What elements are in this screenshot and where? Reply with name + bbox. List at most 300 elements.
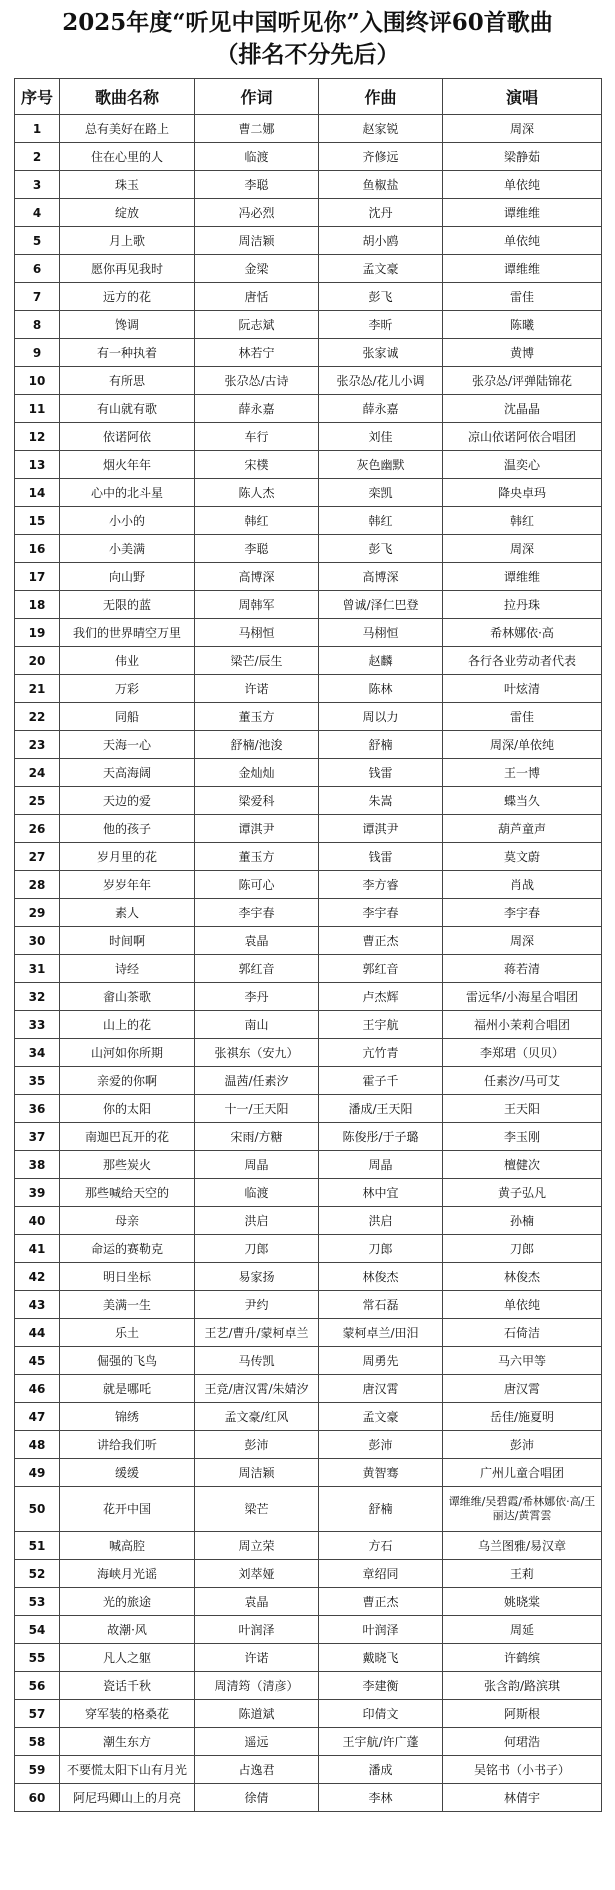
cell-composer: 黄智骞 <box>319 1459 443 1487</box>
header-performer: 演唱 <box>443 79 602 115</box>
table-row <box>15 1560 602 1588</box>
cell-lyricist: 李聪 <box>195 171 319 199</box>
cell-number: 9 <box>15 339 60 367</box>
cell-performer: 檀健次 <box>443 1151 602 1179</box>
cell-song-name: 绽放 <box>60 199 195 227</box>
cell-performer: 肖战 <box>443 871 602 899</box>
cell-performer: 王一博 <box>443 759 602 787</box>
cell-performer: 黄子弘凡 <box>443 1179 602 1207</box>
table-row <box>15 899 602 927</box>
cell-number: 37 <box>15 1123 60 1151</box>
table-row <box>15 927 602 955</box>
cell-performer: 周深/单依纯 <box>443 731 602 759</box>
cell-performer: 周深 <box>443 927 602 955</box>
cell-performer: 黄博 <box>443 339 602 367</box>
table-row <box>15 1672 602 1700</box>
cell-song-name: 你的太阳 <box>60 1095 195 1123</box>
cell-number: 19 <box>15 619 60 647</box>
cell-composer: 李宇春 <box>319 899 443 927</box>
cell-number: 34 <box>15 1039 60 1067</box>
cell-composer: 刘佳 <box>319 423 443 451</box>
cell-composer: 高博深 <box>319 563 443 591</box>
cell-lyricist: 曹二娜 <box>195 115 319 143</box>
table-row <box>15 115 602 143</box>
cell-song-name: 故潮·风 <box>60 1616 195 1644</box>
cell-number: 42 <box>15 1263 60 1291</box>
cell-lyricist: 袁晶 <box>195 1588 319 1616</box>
cell-lyricist: 马传凯 <box>195 1347 319 1375</box>
cell-lyricist: 梁爱科 <box>195 787 319 815</box>
cell-performer: 周深 <box>443 535 602 563</box>
table-row <box>15 1067 602 1095</box>
cell-song-name: 畲山茶歌 <box>60 983 195 1011</box>
table-row <box>15 1235 602 1263</box>
cell-performer: 韩红 <box>443 507 602 535</box>
cell-performer: 蒋若清 <box>443 955 602 983</box>
table-row <box>15 507 602 535</box>
cell-composer: 孟文豪 <box>319 255 443 283</box>
cell-composer: 张家诚 <box>319 339 443 367</box>
cell-lyricist: 梁芒/辰生 <box>195 647 319 675</box>
cell-composer: 陈林 <box>319 675 443 703</box>
cell-composer: 赵家锐 <box>319 115 443 143</box>
cell-composer: 舒楠 <box>319 731 443 759</box>
table-row <box>15 311 602 339</box>
cell-song-name: 山上的花 <box>60 1011 195 1039</box>
cell-performer: 希林娜依·高 <box>443 619 602 647</box>
table-row <box>15 1644 602 1672</box>
table-row <box>15 451 602 479</box>
cell-lyricist: 占逸君 <box>195 1756 319 1784</box>
cell-composer: 彭飞 <box>319 535 443 563</box>
cell-performer: 石倚洁 <box>443 1319 602 1347</box>
cell-composer: 唐汉霄 <box>319 1375 443 1403</box>
cell-lyricist: 温茜/任素汐 <box>195 1067 319 1095</box>
cell-composer: 李方睿 <box>319 871 443 899</box>
cell-number: 2 <box>15 143 60 171</box>
cell-lyricist: 袁晶 <box>195 927 319 955</box>
cell-composer: 鱼椒盐 <box>319 171 443 199</box>
cell-performer: 雷佳 <box>443 703 602 731</box>
cell-lyricist: 韩红 <box>195 507 319 535</box>
cell-lyricist: 周洁颖 <box>195 1459 319 1487</box>
cell-number: 33 <box>15 1011 60 1039</box>
cell-lyricist: 南山 <box>195 1011 319 1039</box>
table-row <box>15 1011 602 1039</box>
table-row <box>15 871 602 899</box>
cell-lyricist: 舒楠/池浚 <box>195 731 319 759</box>
cell-number: 47 <box>15 1403 60 1431</box>
cell-composer: 周以力 <box>319 703 443 731</box>
cell-number: 6 <box>15 255 60 283</box>
table-header-row <box>15 79 602 115</box>
cell-lyricist: 尹约 <box>195 1291 319 1319</box>
cell-song-name: 月上歌 <box>60 227 195 255</box>
cell-lyricist: 张祺东（安九） <box>195 1039 319 1067</box>
cell-performer: 阿斯根 <box>443 1700 602 1728</box>
cell-song-name: 他的孩子 <box>60 815 195 843</box>
cell-performer: 周深 <box>443 115 602 143</box>
cell-performer: 温奕心 <box>443 451 602 479</box>
cell-number: 24 <box>15 759 60 787</box>
cell-number: 17 <box>15 563 60 591</box>
cell-number: 25 <box>15 787 60 815</box>
cell-song-name: 素人 <box>60 899 195 927</box>
cell-song-name: 南迦巴瓦开的花 <box>60 1123 195 1151</box>
cell-performer: 谭维维 <box>443 255 602 283</box>
cell-performer: 王天阳 <box>443 1095 602 1123</box>
cell-song-name: 美满一生 <box>60 1291 195 1319</box>
cell-composer: 周勇先 <box>319 1347 443 1375</box>
cell-number: 48 <box>15 1431 60 1459</box>
cell-number: 15 <box>15 507 60 535</box>
cell-lyricist: 刀郎 <box>195 1235 319 1263</box>
cell-song-name: 就是哪吒 <box>60 1375 195 1403</box>
cell-lyricist: 周立荣 <box>195 1532 319 1560</box>
table-row <box>15 1532 602 1560</box>
cell-number: 54 <box>15 1616 60 1644</box>
table-row <box>15 619 602 647</box>
cell-composer: 陈俊彤/于子璐 <box>319 1123 443 1151</box>
table-row <box>15 1756 602 1784</box>
cell-song-name: 锦绣 <box>60 1403 195 1431</box>
cell-number: 39 <box>15 1179 60 1207</box>
table-row <box>15 1151 602 1179</box>
cell-number: 31 <box>15 955 60 983</box>
table-row <box>15 1487 602 1532</box>
table-row <box>15 199 602 227</box>
cell-song-name: 阿尼玛卿山上的月亮 <box>60 1784 195 1812</box>
cell-performer: 单依纯 <box>443 227 602 255</box>
cell-composer: 卢杰辉 <box>319 983 443 1011</box>
cell-composer: 赵麟 <box>319 647 443 675</box>
table-row <box>15 1728 602 1756</box>
table-body <box>15 115 602 1812</box>
cell-lyricist: 遥远 <box>195 1728 319 1756</box>
cell-song-name: 我们的世界晴空万里 <box>60 619 195 647</box>
cell-song-name: 明日坐标 <box>60 1263 195 1291</box>
cell-performer: 李宇春 <box>443 899 602 927</box>
cell-song-name: 喊高腔 <box>60 1532 195 1560</box>
cell-number: 60 <box>15 1784 60 1812</box>
cell-lyricist: 马栩恒 <box>195 619 319 647</box>
cell-number: 44 <box>15 1319 60 1347</box>
cell-lyricist: 阮志斌 <box>195 311 319 339</box>
cell-number: 5 <box>15 227 60 255</box>
cell-number: 13 <box>15 451 60 479</box>
cell-lyricist: 董玉方 <box>195 703 319 731</box>
cell-performer: 唐汉霄 <box>443 1375 602 1403</box>
cell-lyricist: 十一/王天阳 <box>195 1095 319 1123</box>
table-row <box>15 675 602 703</box>
cell-song-name: 光的旅途 <box>60 1588 195 1616</box>
table-row <box>15 1403 602 1431</box>
cell-number: 20 <box>15 647 60 675</box>
cell-number: 45 <box>15 1347 60 1375</box>
cell-performer: 刀郎 <box>443 1235 602 1263</box>
cell-composer: 彭飞 <box>319 283 443 311</box>
table-row <box>15 955 602 983</box>
cell-lyricist: 金梁 <box>195 255 319 283</box>
cell-song-name: 住在心里的人 <box>60 143 195 171</box>
cell-number: 4 <box>15 199 60 227</box>
cell-composer: 韩红 <box>319 507 443 535</box>
cell-song-name: 天边的爱 <box>60 787 195 815</box>
cell-lyricist: 徐倩 <box>195 1784 319 1812</box>
cell-performer: 各行各业劳动者代表 <box>443 647 602 675</box>
cell-lyricist: 李宇春 <box>195 899 319 927</box>
table-row <box>15 815 602 843</box>
cell-song-name: 天高海阔 <box>60 759 195 787</box>
cell-number: 29 <box>15 899 60 927</box>
cell-song-name: 岁月里的花 <box>60 843 195 871</box>
cell-composer: 方石 <box>319 1532 443 1560</box>
cell-composer: 章绍同 <box>319 1560 443 1588</box>
cell-song-name: 天海一心 <box>60 731 195 759</box>
header-lyricist: 作词 <box>195 79 319 115</box>
cell-lyricist: 王艺/曹升/蒙柯卓兰 <box>195 1319 319 1347</box>
cell-composer: 王宇航/许广蓬 <box>319 1728 443 1756</box>
cell-composer: 灰色幽默 <box>319 451 443 479</box>
table-row <box>15 787 602 815</box>
table-row <box>15 1319 602 1347</box>
cell-number: 27 <box>15 843 60 871</box>
table-row <box>15 1263 602 1291</box>
cell-number: 43 <box>15 1291 60 1319</box>
header-number: 序号 <box>15 79 60 115</box>
cell-number: 7 <box>15 283 60 311</box>
cell-number: 49 <box>15 1459 60 1487</box>
cell-song-name: 岁岁年年 <box>60 871 195 899</box>
table-row <box>15 255 602 283</box>
cell-composer: 洪启 <box>319 1207 443 1235</box>
cell-number: 53 <box>15 1588 60 1616</box>
cell-song-name: 万彩 <box>60 675 195 703</box>
cell-composer: 沈丹 <box>319 199 443 227</box>
table-row <box>15 843 602 871</box>
table-row <box>15 1784 602 1812</box>
cell-lyricist: 许诺 <box>195 1644 319 1672</box>
cell-performer: 何珺浩 <box>443 1728 602 1756</box>
cell-number: 11 <box>15 395 60 423</box>
cell-song-name: 总有美好在路上 <box>60 115 195 143</box>
table-row <box>15 479 602 507</box>
cell-performer: 林倩宇 <box>443 1784 602 1812</box>
cell-song-name: 有山就有歌 <box>60 395 195 423</box>
cell-performer: 凉山依诺阿依合唱团 <box>443 423 602 451</box>
cell-composer: 林中宜 <box>319 1179 443 1207</box>
cell-song-name: 小美满 <box>60 535 195 563</box>
table-row <box>15 983 602 1011</box>
cell-song-name: 珠玉 <box>60 171 195 199</box>
table-row <box>15 1616 602 1644</box>
cell-composer: 薛永嘉 <box>319 395 443 423</box>
cell-performer: 李玉刚 <box>443 1123 602 1151</box>
cell-lyricist: 周晶 <box>195 1151 319 1179</box>
cell-number: 58 <box>15 1728 60 1756</box>
cell-song-name: 同船 <box>60 703 195 731</box>
cell-song-name: 倔强的飞鸟 <box>60 1347 195 1375</box>
cell-composer: 谭淇尹 <box>319 815 443 843</box>
cell-number: 23 <box>15 731 60 759</box>
cell-song-name: 乐土 <box>60 1319 195 1347</box>
cell-number: 30 <box>15 927 60 955</box>
cell-lyricist: 张尕怂/古诗 <box>195 367 319 395</box>
table-row <box>15 1431 602 1459</box>
cell-composer: 叶润泽 <box>319 1616 443 1644</box>
cell-song-name: 花开中国 <box>60 1487 195 1532</box>
cell-lyricist: 董玉方 <box>195 843 319 871</box>
cell-song-name: 缓缓 <box>60 1459 195 1487</box>
cell-composer: 曾诚/泽仁巴登 <box>319 591 443 619</box>
cell-song-name: 无限的蓝 <box>60 591 195 619</box>
cell-song-name: 依诺阿依 <box>60 423 195 451</box>
cell-lyricist: 薛永嘉 <box>195 395 319 423</box>
cell-performer: 张尕怂/评弹陆锦花 <box>443 367 602 395</box>
cell-number: 12 <box>15 423 60 451</box>
cell-composer: 周晶 <box>319 1151 443 1179</box>
cell-performer: 彭沛 <box>443 1431 602 1459</box>
cell-number: 41 <box>15 1235 60 1263</box>
cell-lyricist: 叶润泽 <box>195 1616 319 1644</box>
table-row <box>15 731 602 759</box>
cell-performer: 蝶当久 <box>443 787 602 815</box>
cell-composer: 钱雷 <box>319 843 443 871</box>
cell-song-name: 有一种执着 <box>60 339 195 367</box>
cell-composer: 孟文豪 <box>319 1403 443 1431</box>
cell-lyricist: 李聪 <box>195 535 319 563</box>
cell-performer: 葫芦童声 <box>443 815 602 843</box>
cell-lyricist: 唐恬 <box>195 283 319 311</box>
cell-number: 16 <box>15 535 60 563</box>
page-subtitle: （排名不分先后） <box>215 41 400 68</box>
cell-song-name: 亲爱的你啊 <box>60 1067 195 1095</box>
cell-composer: 印倩文 <box>319 1700 443 1728</box>
table-row <box>15 647 602 675</box>
cell-performer: 广州儿童合唱团 <box>443 1459 602 1487</box>
cell-number: 38 <box>15 1151 60 1179</box>
table-row <box>15 1700 602 1728</box>
table-row <box>15 1291 602 1319</box>
cell-song-name: 瓷话千秋 <box>60 1672 195 1700</box>
table-row <box>15 563 602 591</box>
table-row <box>15 1123 602 1151</box>
table-row <box>15 1347 602 1375</box>
cell-performer: 雷远华/小海星合唱团 <box>443 983 602 1011</box>
cell-song-name: 时间啊 <box>60 927 195 955</box>
cell-number: 21 <box>15 675 60 703</box>
cell-composer: 钱雷 <box>319 759 443 787</box>
cell-lyricist: 易家扬 <box>195 1263 319 1291</box>
cell-composer: 彭沛 <box>319 1431 443 1459</box>
table-row <box>15 395 602 423</box>
cell-composer: 常石磊 <box>319 1291 443 1319</box>
cell-performer: 降央卓玛 <box>443 479 602 507</box>
header-song-name: 歌曲名称 <box>60 79 195 115</box>
table-row <box>15 1039 602 1067</box>
cell-number: 51 <box>15 1532 60 1560</box>
cell-song-name: 穿军装的格桑花 <box>60 1700 195 1728</box>
cell-lyricist: 临渡 <box>195 143 319 171</box>
cell-performer: 吴铭书（小书子） <box>443 1756 602 1784</box>
cell-song-name: 烟火年年 <box>60 451 195 479</box>
cell-composer: 戴晓飞 <box>319 1644 443 1672</box>
cell-performer: 福州小茉莉合唱团 <box>443 1011 602 1039</box>
cell-performer: 陈曦 <box>443 311 602 339</box>
table-row <box>15 227 602 255</box>
cell-performer: 乌兰图雅/易汉章 <box>443 1532 602 1560</box>
cell-number: 18 <box>15 591 60 619</box>
table-row <box>15 1179 602 1207</box>
cell-number: 22 <box>15 703 60 731</box>
cell-composer: 张尕怂/花儿小调 <box>319 367 443 395</box>
cell-number: 26 <box>15 815 60 843</box>
cell-number: 10 <box>15 367 60 395</box>
cell-performer: 周延 <box>443 1616 602 1644</box>
cell-performer: 李郑珺（贝贝） <box>443 1039 602 1067</box>
cell-performer: 孙楠 <box>443 1207 602 1235</box>
cell-song-name: 馋调 <box>60 311 195 339</box>
cell-lyricist: 李丹 <box>195 983 319 1011</box>
cell-lyricist: 冯必烈 <box>195 199 319 227</box>
cell-song-name: 潮生东方 <box>60 1728 195 1756</box>
cell-lyricist: 洪启 <box>195 1207 319 1235</box>
cell-composer: 栾凯 <box>319 479 443 507</box>
cell-lyricist: 孟文豪/红风 <box>195 1403 319 1431</box>
header-composer: 作曲 <box>319 79 443 115</box>
cell-composer: 刀郎 <box>319 1235 443 1263</box>
cell-lyricist: 彭沛 <box>195 1431 319 1459</box>
cell-number: 8 <box>15 311 60 339</box>
table-row <box>15 1459 602 1487</box>
cell-composer: 齐修远 <box>319 143 443 171</box>
cell-composer: 郭红音 <box>319 955 443 983</box>
cell-number: 57 <box>15 1700 60 1728</box>
cell-composer: 潘成 <box>319 1756 443 1784</box>
cell-song-name: 不要慌太阳下山有月光 <box>60 1756 195 1784</box>
cell-song-name: 小小的 <box>60 507 195 535</box>
cell-number: 1 <box>15 115 60 143</box>
cell-composer: 王宇航 <box>319 1011 443 1039</box>
table-row <box>15 591 602 619</box>
cell-lyricist: 高博深 <box>195 563 319 591</box>
table-row <box>15 1095 602 1123</box>
cell-lyricist: 周洁颖 <box>195 227 319 255</box>
cell-lyricist: 陈可心 <box>195 871 319 899</box>
cell-number: 40 <box>15 1207 60 1235</box>
table-row <box>15 283 602 311</box>
table-row <box>15 1207 602 1235</box>
cell-number: 36 <box>15 1095 60 1123</box>
table-row <box>15 171 602 199</box>
cell-composer: 李建衡 <box>319 1672 443 1700</box>
cell-song-name: 海峡月光谣 <box>60 1560 195 1588</box>
cell-composer: 霍子千 <box>319 1067 443 1095</box>
cell-composer: 马栩恒 <box>319 619 443 647</box>
cell-song-name: 心中的北斗星 <box>60 479 195 507</box>
cell-performer: 马六甲等 <box>443 1347 602 1375</box>
cell-performer: 雷佳 <box>443 283 602 311</box>
cell-song-name: 远方的花 <box>60 283 195 311</box>
cell-composer: 潘成/王天阳 <box>319 1095 443 1123</box>
cell-lyricist: 林若宁 <box>195 339 319 367</box>
table-row <box>15 339 602 367</box>
cell-number: 32 <box>15 983 60 1011</box>
table-row <box>15 367 602 395</box>
table-row <box>15 1588 602 1616</box>
cell-composer: 朱嵩 <box>319 787 443 815</box>
cell-composer: 舒楠 <box>319 1487 443 1532</box>
